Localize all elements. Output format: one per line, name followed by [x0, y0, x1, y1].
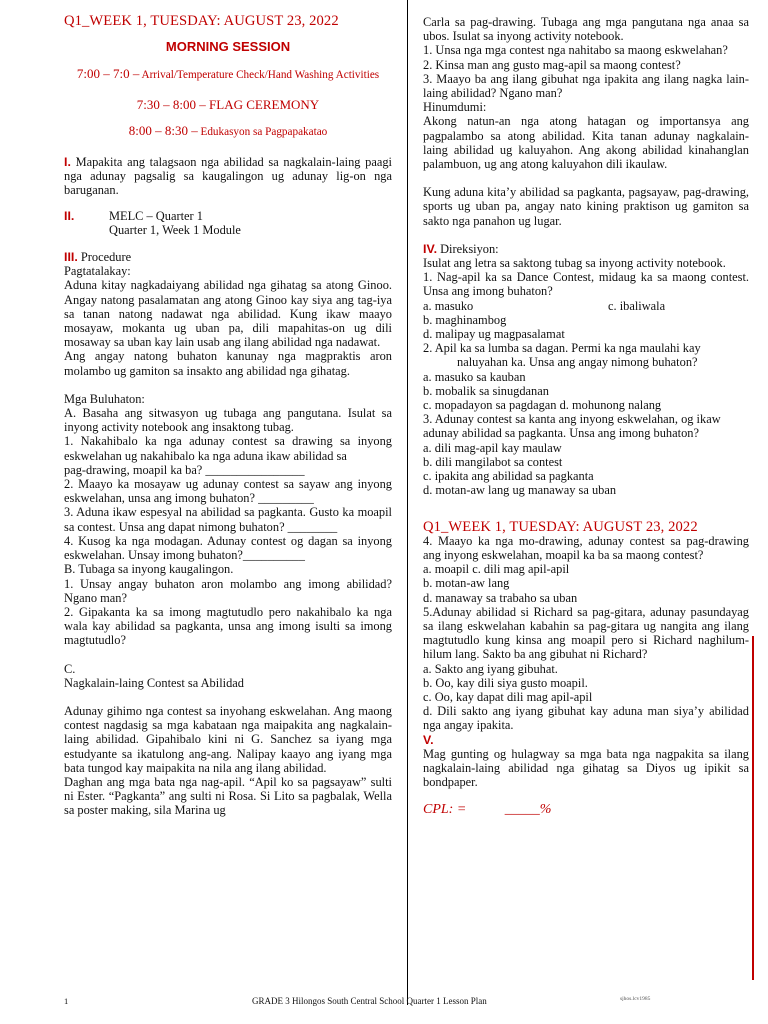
objective-text: Mapakita ang talagsaon nga abilidad sa nagkalain-laing paagi nga adunay pagsalig sa kaugalingon ug adunay lig-on nga baruganan. [64, 155, 392, 198]
question: 2. Apil ka sa lumba sa dagan. Permi ka nga maulahi kay [423, 341, 701, 356]
directions-text: Isulat ang letra sa saktong tubag sa inyong activity notebook. [423, 256, 726, 271]
part-a-instructions: A. Basaha ang sitwasyon ug tubaga ang pangutana. Isulat sa inyong activity notebook ang insaktong tubag. [64, 406, 392, 435]
schedule-time: 8:00 – 8:30 – [128, 122, 198, 138]
question: 1. Nakahibalo ka nga adunay contest sa drawing sa inyong eskwelahan ug nakahibalo ka nga aduna ikaw abilidad sa [64, 434, 392, 463]
question: 2. Maayo ka mosayaw ug adunay contest sa sayaw ang inyong eskwelahan, unsa ang imong buhaton? _________ [64, 477, 392, 506]
section-2-line2 [64, 223, 392, 237]
choice: c. ibaliwala [608, 298, 666, 313]
discussion-paragraph: Aduna kitay nagkadaiyang abilidad nga gihatag sa atong Ginoo. Angay natong pasalamatan ang atong Ginoo kay siya ang tag-iya sa tanan natong nadawat nga abilidad. Kung ikaw maayo mosayaw, mokanta ug uban pa, dili mapahitas-on ug dili mosaway sa uban kay lain usab ang ilang abilidad nga nadawat. [64, 278, 392, 350]
choice: c. ipakita ang abilidad sa pagkanta [423, 469, 594, 484]
page-number: 1 [64, 996, 69, 1006]
choice: b. Oo, kay dili siya gusto moapil. [423, 675, 588, 690]
module-line: Quarter 1, Week 1 Module [109, 222, 241, 237]
section-number: I. [64, 155, 71, 170]
choice: a. Sakto ang iyang gibuhat. [423, 661, 558, 676]
question: pag-drawing, moapil ka ba? ________________ [64, 462, 305, 477]
schedule-time: 7:00 – 7:0 – [76, 66, 140, 82]
section-number: III. [64, 250, 78, 265]
page-header: Q1_WEEK 1, TUESDAY: AUGUST 23, 2022 [64, 13, 339, 29]
activities-label: Mga Buluhaton: [64, 391, 145, 406]
choice: d. Dili sakto ang iyang gibuhat kay aduna man siya’y abilidad nga angay ipakita. [423, 704, 749, 733]
melc-line: MELC – Quarter 1 [109, 208, 203, 223]
cpl-line: CPL: = _____% [423, 802, 552, 818]
choice-row [423, 299, 749, 313]
choice: b. dili mangilabot sa contest [423, 454, 563, 469]
right-column [423, 0, 749, 818]
question: 4. Maayo ka nga mo-drawing, adunay contest sa pag-drawing ang inyong eskwelahan, moapil ka ba sa maong contest? [423, 533, 749, 562]
choice: d. manaway sa trabaho sa uban [423, 590, 578, 605]
choice: a. moapil c. dili mag apil-apil [423, 562, 570, 577]
enrichment-text: Mag gunting og hulagway sa mga bata nga nagpakita sa ilang nagkalain-laing abilidad nga gihatag sa Diyos ug ipikit sa bondpaper. [423, 746, 749, 790]
section-4 [423, 242, 749, 256]
story-paragraph: Adunay gihimo nga contest sa inyohang eskwelahan. Ang maong contest nagdasig sa mga kabataan nga maipakita ang nagkalain-laing abilidad. Gipahibalo kini ni G. Sanchez sa iyang mga estudyante sa ikatulong ang-ang. Nalipay kaayo ang iyang mga bata tungod kay maipakita na nila ang ilang abilidad. [64, 703, 392, 775]
question: adunay abilidad sa pagkanta. Unsa ang imong buhaton? [423, 426, 699, 441]
story-title: Nagkalain-laing Contest sa Abilidad [64, 675, 244, 690]
choice: d. motan-aw lang ug manaway sa uban [423, 483, 617, 498]
session-title: MORNING SESSION [165, 39, 291, 55]
section-title: Direksiyon: [437, 241, 499, 256]
footer-code: sjhos.lcv1985 [620, 996, 651, 1002]
column-divider [407, 0, 408, 1005]
remember-paragraph: Akong natun-an nga atong hatagan og importansya ang pagpalambo sa atong abilidad. Kita tanan adunay nagkalain- laing abilidad ug kaluyahon. Ang akong abilidad kinahanglan palambuon, ug ang atong kaluyahon dili ikaulaw. [423, 114, 749, 172]
schedule-time: 7:30 – 8:00 – [136, 96, 206, 112]
page-header-2: Q1_WEEK 1, TUESDAY: AUGUST 23, 2022 [423, 518, 698, 535]
question: 1. Unsa nga mga contest nga nahitabo sa maong eskwelahan? [423, 43, 728, 58]
choice: b. motan-aw lang [423, 576, 510, 591]
remember-paragraph: Kung aduna kita’y abilidad sa pagkanta, pagsayaw, pag-drawing, sports ug uban pa, angay nato kining praktison ug gamiton sa sakto nga panahon ug lugar. [423, 185, 749, 228]
question: 2. Gipakanta ka sa imong magtutudlo pero nakahibalo ka nga wala kay abilidad sa pagkanta, unsa ang imong isulti sa imong magtutudlo? [64, 604, 392, 648]
question: 5.Adunay abilidad si Richard sa pag-gitara, adunay pasundayag sa ilang eskwelahan kabahin sa pag-gitara ug nangita ang ilang magtutudlo kung kinsa ang moapil pero si Richard naghilum-hilum lang. Sakto ba ang gibuhat ni Richard? [423, 604, 749, 662]
section-number: II. [64, 208, 75, 223]
story-paragraph: Daghan ang mga bata nga nag-apil. “Apil ko sa pagsayaw” sulti ni Ester. “Pagkanta” ang sulti ni Rosa. Si Lito sa pagbalak, Wella sa poster making, sila Marina ug [64, 774, 392, 818]
part-c-label: C. [64, 661, 76, 676]
story-continuation: Carla sa pag-drawing. Tubaga ang mga pangutana nga anaa sa ubos. Isulat sa inyong activity notebook. [423, 15, 749, 44]
section-number: IV. [423, 241, 438, 256]
question: 2. Kinsa man ang gusto mag-apil sa maong contest? [423, 57, 681, 72]
question: 3. Aduna ikaw espesyal na abilidad sa pagkanta. Gusto ka moapil sa contest. Unsa ang dapat nimong buhaton? ________ [64, 505, 392, 534]
schedule-activity: Edukasyon sa Pagpapakatao [197, 125, 328, 138]
schedule-activity: Arrival/Temperature Check/Hand Washing Activities [139, 69, 380, 82]
section-2 [64, 209, 392, 223]
red-margin-rule [752, 636, 754, 980]
discussion-paragraph: Ang angay natong buhaton kanunay nga magpraktis aron molambo ug gamiton sa insakto ang abilidad nga gihatag. [64, 349, 392, 378]
section-3 [64, 250, 392, 264]
choice: a. masuko [423, 298, 474, 313]
choice: b. mobalik sa sinugdanan [423, 383, 549, 398]
choice: d. malipay ug magpasalamat [423, 327, 565, 342]
choice: a. masuko sa kauban [423, 369, 526, 384]
schedule-item-3 [64, 124, 392, 139]
section-title: Procedure [77, 250, 132, 265]
schedule-activity: FLAG CEREMONY [205, 96, 320, 112]
question: 1. Nag-apil ka sa Dance Contest, midaug ka sa maong contest. Unsa ang imong buhaton? [423, 270, 749, 299]
choice: b. maghinambog [423, 312, 507, 327]
choice: c. Oo, kay dapat dili mag apil-apil [423, 689, 593, 704]
remember-label: Hinumdumi: [423, 100, 487, 115]
question: 1. Unsay angay buhaton aron molambo ang imong abilidad? Ngano man? [64, 576, 392, 605]
question: 3. Adunay contest sa kanta ang inyong eskwelahan, og ikaw [423, 412, 721, 427]
pagtatalakay-label: Pagtatalakay: [64, 264, 131, 279]
question: 3. Maayo ba ang ilang gibuhat nga ipakita ang ilang nagka lain-laing abilidad? Ngano man? [423, 71, 749, 101]
part-b-instructions: B. Tubaga sa inyong kaugalingon. [64, 562, 234, 577]
schedule-item-1 [64, 67, 392, 82]
schedule-item-2 [64, 98, 392, 113]
section-number: V. [423, 732, 434, 747]
choice: a. dili mag-apil kay maulaw [423, 440, 562, 455]
left-column [64, 0, 392, 818]
question: 4. Kusog ka nga modagan. Adunay contest og dagan sa inyong eskwelahan. Unsay imong buhaton?__________ [64, 533, 392, 563]
question: naluyahan ka. Unsa ang angay nimong buhaton? [457, 355, 698, 370]
choice: c. mopadayon sa pagdagan d. mohunong nalang [423, 398, 662, 413]
section-1 [64, 155, 392, 198]
footer-title: GRADE 3 Hilongos South Central School Quarter 1 Lesson Plan [252, 996, 487, 1006]
section-5 [423, 733, 749, 747]
